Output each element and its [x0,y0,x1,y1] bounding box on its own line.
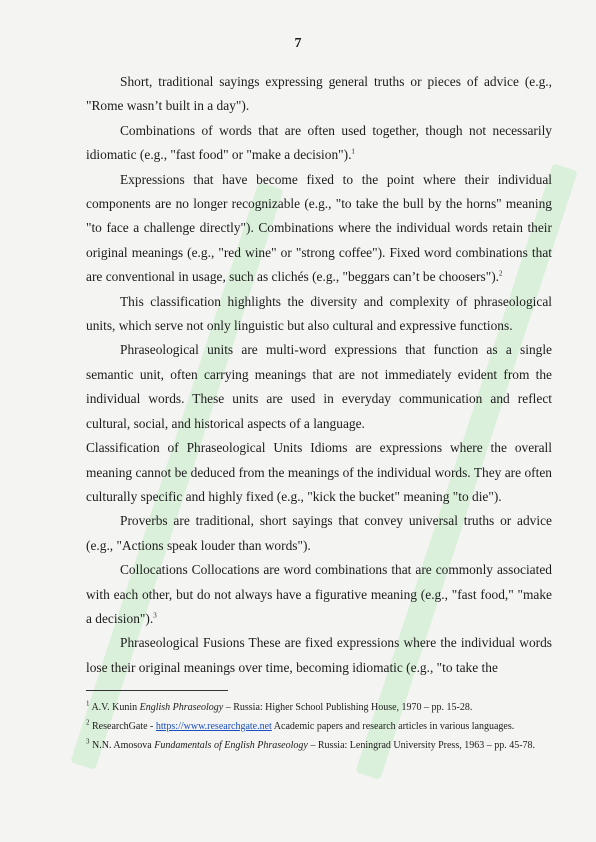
researchgate-link[interactable]: https://www.researchgate.net [155,721,272,732]
footnote: $^3$ N.N. Amosova Fundamentals of English Phraseology – Russia: Leningrad University Press, 1963 – pp. 45-78. [86,737,536,751]
paragraph: Short, traditional sayings expressing general truths or pieces of advice (e.g., "Rome wasn’t built in a day"). [86,74,552,114]
footnote-ref[interactable]: 3 [153,611,157,620]
paragraph: Phraseological Fusions These are fixed expressions where the individual words lose their original meanings over time, becoming idiomatic (e.g., "to take the [86,635,552,675]
footnote: $^1$ A.V. Kunin English Phraseology – Russia: Higher School Publishing House, 1970 – pp. 15-28. [86,699,473,713]
footnote-divider [86,690,228,691]
paragraph: Classification of Phraseological Units Idioms are expressions where the overall meaning cannot be deduced from the meanings of the individual words. They are often culturally specific and highly fixed (e.g., "kick the bucket" meaning "to die"). [86,440,552,504]
footnote-ref[interactable]: 1 [351,147,355,156]
paragraph: Collocations Collocations are word combinations that are commonly associated with each other, but do not always have a figurative meaning (e.g., "fast food," "make a decision").$^3$ [86,562,552,626]
footnote-ref[interactable]: 2 [499,269,503,278]
footnote: $^2$ ResearchGate - https://www.researchgate.net Academic papers and research articles in various languages. [86,718,515,732]
footnotes [86,698,554,755]
paragraph: Phraseological units are multi-word expressions that function as a single semantic unit, often carrying meanings that are not immediately evident from the individual words. These units are used in everyday communication and reflect cultural, social, and historical aspects of a language. [86,342,552,431]
paragraph: Proverbs are traditional, short sayings that convey universal truths or advice (e.g., "Actions speak louder than words"). [86,513,552,553]
paragraph: Expressions that have become fixed to the point where their individual components are no longer recognizable (e.g., "to take the bull by the horns" meaning "to face a challenge directly"). Combinations where the individual words retain their original meanings (e.g., "red wine" or "strong coffee"). Fixed word combinations that are conventional in usage, such as clichés (e.g., "beggars can’t be choosers").$^2$ [86,171,552,285]
page-number: 7 [294,36,302,51]
paragraph: This classification highlights the diversity and complexity of phraseological units, which serve not only linguistic but also cultural and expressive functions. [86,293,552,334]
paragraph: Combinations of words that are often used together, though not necessarily idiomatic (e.g., "fast food" or "make a decision").$^1$ [86,122,552,163]
body-text [86,70,552,680]
